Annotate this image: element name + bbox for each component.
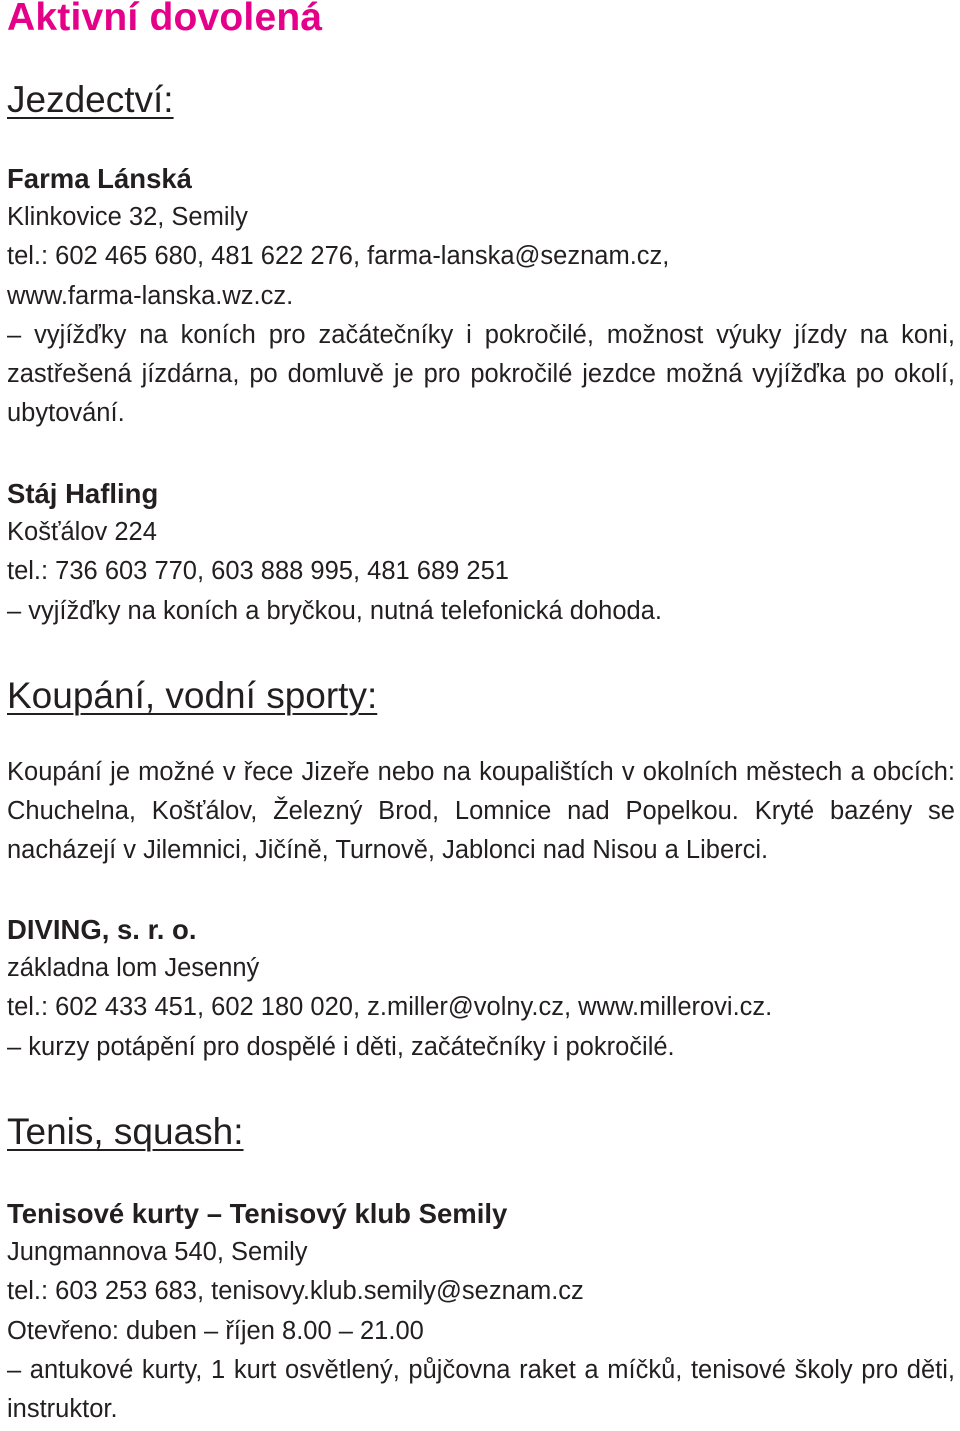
page-title: Aktivní dovolená	[7, 0, 323, 39]
entry-hours: Otevřeno: duben – říjen 8.00 – 21.00	[7, 1316, 424, 1345]
entry-diving	[7, 910, 955, 1067]
entry-farma-lanska	[7, 159, 955, 433]
entry-address: Košťálov 224	[7, 518, 157, 547]
entry-name: Tenisové kurty – Tenisový klub Semily	[7, 1198, 508, 1229]
entry-description: – vyjížďky na koních a bryčkou, nutná telefonická dohoda.	[7, 596, 662, 625]
entry-name: DIVING, s. r. o.	[7, 914, 197, 945]
entry-tennis-club	[7, 1194, 955, 1429]
entry-contact: tel.: 603 253 683, tenisovy.klub.semily@seznam.cz	[7, 1277, 584, 1306]
entry-description: – vyjížďky na koních pro začátečníky i pokročilé, možnost výuky jízdy na koni, zastřešená jízdárna, po domluvě je pro pokročilé jezdce možná vyjížďka po okolí, ubytování.	[7, 320, 955, 428]
entry-address: základna lom Jesenný	[7, 954, 260, 983]
entry-address: Klinkovice 32, Semily	[7, 203, 248, 232]
entry-description: – kurzy potápění pro dospělé i děti, začátečníky i pokročilé.	[7, 1032, 675, 1061]
section-heading-swimming: Koupání, vodní sporty:	[7, 675, 378, 716]
swimming-paragraph-block	[7, 753, 955, 871]
entry-contact: tel.: 602 465 680, 481 622 276, farma-lanska@seznam.cz,	[7, 242, 670, 271]
entry-description: – antukové kurty, 1 kurt osvětlený, půjčovna raket a míčků, tenisové školy pro děti, instruktor.	[7, 1355, 955, 1424]
section-heading-tennis: Tenis, squash:	[7, 1111, 244, 1152]
entry-staj-hafling	[7, 474, 955, 631]
swimming-paragraph: Koupání je možné v řece Jizeře nebo na koupalištích v okolních městech a obcích: Chuchelna, Košťálov, Železný Brod, Lomnice nad Popelkou. Kryté bazény se nacházejí v Jilemnici, Jičíně, Turnově, Jablonci nad Nisou a Liberci.	[7, 758, 955, 865]
entry-contact: tel.: 602 433 451, 602 180 020, z.miller@volny.cz, www.millerovi.cz.	[7, 993, 773, 1022]
entry-address: Jungmannova 540, Semily	[7, 1238, 308, 1267]
section-heading-riding: Jezdectví:	[7, 79, 174, 120]
entry-name: Farma Lánská	[7, 163, 192, 194]
entry-name: Stáj Hafling	[7, 478, 159, 509]
entry-website: www.farma-lanska.wz.cz.	[7, 281, 294, 310]
entry-contact: tel.: 736 603 770, 603 888 995, 481 689 251	[7, 557, 509, 586]
